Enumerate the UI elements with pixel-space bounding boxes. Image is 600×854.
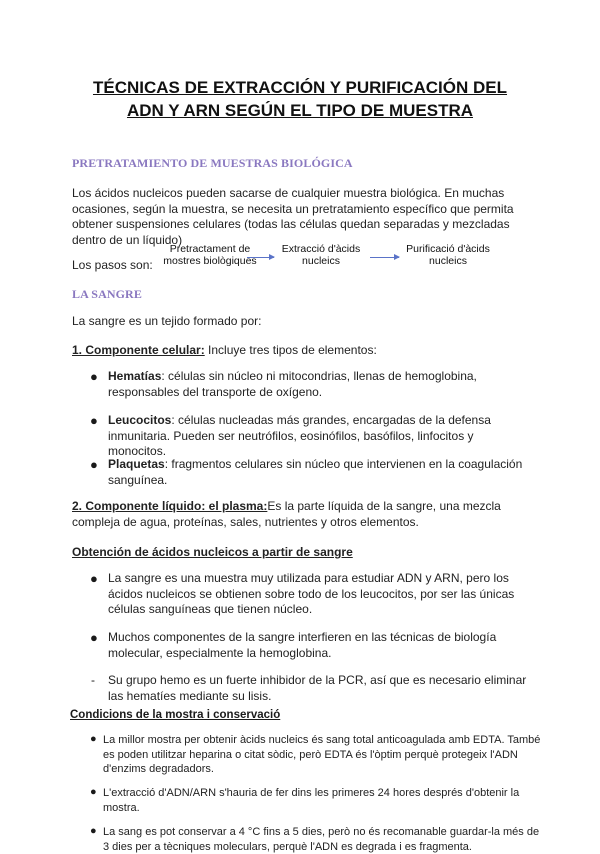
cellular-label: 1. Componente celular:: [72, 343, 205, 357]
bullet-dot: ●: [90, 413, 98, 428]
flow-arrow-1: [247, 257, 274, 258]
conditions-item-2: L'extracció d'ADN/ARN s'hauria de fer dins les primeres 24 hores després d'obtenir la mostra.: [103, 787, 520, 814]
cell-item-term: Leucocitos: [108, 413, 172, 427]
flow-step-2: [280, 243, 362, 267]
bullet-dot: ●: [90, 571, 98, 586]
blood-intro: La sangre es un tejido formado por:: [72, 314, 262, 328]
obtain-item-2: Muchos componentes de la sangre interfieren en las técnicas de biología molecular, especialmente la hemoglobina.: [108, 630, 497, 660]
obtain-dash-item: Su grupo hemo es un fuerte inhibidor de la PCR, así que es necesario eliminar las hematíes mediante su lisis.: [108, 673, 527, 703]
cell-item-text: : células nucleadas más grandes, encargadas de la defensa inmunitaria. Pueden ser neutrófilos, eosinófilos, basófilos, linfocitos y monocitos.: [108, 413, 491, 458]
flow-step-3-line1: Purificació d'àcids: [406, 243, 490, 255]
flow-arrow-2: [370, 257, 399, 258]
cell-item-term: Hematías: [108, 369, 162, 383]
title-line-2: ADN Y ARN SEGÚN EL TIPO DE MUESTRA: [126, 101, 474, 120]
liquid-text: Es la parte líquida de la sangre, una mezcla compleja de agua, proteínas, sales, nutrientes y otros elementos.: [72, 499, 501, 529]
title-line-1: TÉCNICAS DE EXTRACCIÓN Y PURIFICACIÓN DEL: [92, 78, 508, 97]
cell-item-term: Plaquetas: [108, 457, 165, 471]
cell-item-hematias: [108, 369, 528, 400]
cell-item-text: : células sin núcleo ni mitocondrias, llenas de hemoglobina, responsables del transporte de oxígeno.: [108, 369, 477, 399]
cell-item-plaquetas: [108, 457, 528, 488]
bullet-dot: ●: [90, 369, 98, 384]
obtain-item-1: La sangre es una muestra muy utilizada para estudiar ADN y ARN, pero los ácidos nucleicos se obtienen sobre todo de los leucocitos, por ser las únicas células sanguíneas que tienen núcleo.: [108, 571, 515, 616]
flow-step-2-line1: Extracció d'àcids: [281, 243, 361, 255]
liquid-component: [72, 499, 532, 530]
blood-heading: LA SANGRE: [72, 287, 142, 301]
bullet-dot: ●: [90, 630, 98, 645]
bullet-dot: ●: [90, 457, 98, 472]
conditions-item-1: La millor mostra per obtenir àcids nucleics és sang total anticoagulada amb EDTA. També es poden utilitzar heparina o citat sòdic, però EDTA és l'òptim perquè protegeix l'ADN d'enzims degradadors.: [103, 734, 541, 775]
flow-step-1-line2: mostres biològiques: [163, 255, 257, 267]
bullet-dot: ●: [90, 825, 97, 837]
flow-step-1: [150, 243, 270, 267]
cellular-text: Incluye tres tipos de elementos:: [204, 343, 377, 357]
flow-step-3-line2: nucleics: [429, 255, 467, 267]
flow-step-3: [402, 243, 494, 267]
pretreatment-paragraph: Los ácidos nucleicos pueden sacarse de cualquier muestra biológica. En muchas ocasiones, según la muestra, se necesita un pretratamiento específico que permita obtener suspensiones celulares (todas las células quedan separadas y mezcladas dentro de un líquido): [72, 186, 514, 247]
bullet-dash: -: [91, 673, 95, 687]
pretreatment-heading: PRETRATAMIENTO DE MUESTRAS BIOLÓGICA: [72, 156, 353, 170]
obtain-heading: Obtención de ácidos nucleicos a partir de sangre: [72, 545, 353, 559]
document-title: [60, 76, 540, 122]
conditions-heading: Condicions de la mostra i conservació: [70, 709, 281, 721]
cell-item-leucocitos: [108, 413, 528, 460]
liquid-label: 2. Componente líquido: el plasma:: [72, 499, 268, 513]
bullet-dot: ●: [90, 786, 97, 798]
cell-item-text: : fragmentos celulares sin núcleo que intervienen en la coagulación sanguínea.: [108, 457, 523, 487]
steps-label: Los pasos son:: [72, 258, 153, 272]
conditions-item-3: La sang es pot conservar a 4 °C fins a 5 dies, però no és recomanable guardar-la més de 3 dies per a tècniques moleculars, perquè l'ADN es degrada i es fragmenta.: [103, 826, 540, 853]
flow-step-1-line1: Pretractament de: [169, 243, 251, 255]
bullet-dot: ●: [90, 733, 97, 745]
cellular-component: [72, 343, 532, 359]
flow-step-2-line2: nucleics: [302, 255, 340, 267]
